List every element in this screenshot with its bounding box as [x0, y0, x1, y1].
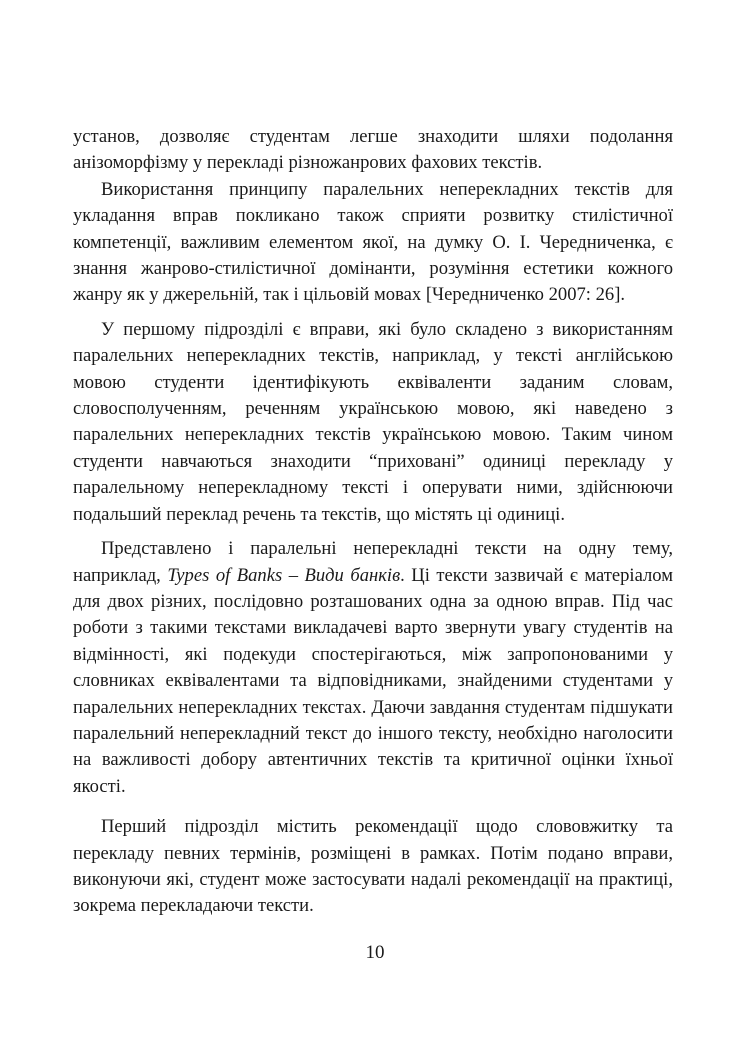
- italic-example-title: Types of Banks – Види банків: [167, 564, 401, 586]
- paragraph-3: У першому підрозділі є вправи, які було складено з використанням паралельних неперекладних текстів, наприклад, у тексті англійською мовою студенти ідентифікують еквіваленти заданим словам, словосполученням, реченням українською мовою, які наведено з паралельних неперекладних текстів українською мовою. Таким чином студенти навчаються знаходити “приховані” одиниці перекладу у паралельному неперекладному тексті і оперувати ними, здійснюючи подальший переклад речень та текстів, що містять ці одиниці.: [73, 318, 673, 525]
- paragraph-1: установ, дозволяє студентам легше знаходити шляхи подолання анізоморфізму у перекладі різножанрових фахових текстів.: [73, 126, 673, 174]
- document-body: [73, 124, 673, 920]
- paragraph-2: Використання принципу паралельних неперекладних текстів для укладання вправ покликано також сприяти розвитку стилістичної компетенції, важливим елементом якої, на думку О. І. Чередниченка, є знання жанрово-стилістичної домінанти, розуміння естетики кожного жанру як у джерельній, так і цільовій мовах [Чередниченко 2007: 26].: [73, 178, 673, 306]
- paragraph-4-text-after: . Ці тексти зазвичай є матеріалом для двох різних, послідовно розташованих одна за одною вправ. Під час роботи з такими текстами викладачеві варто звернути увагу студентів на відмінності, які подекуди спостерігаються, між запропонованими у словниках еквівалентами та відповідниками, знайденими студентами у паралельних неперекладних текстах. Даючи завдання студентам підшукати паралельний неперекладний текст до іншого тексту, необхідно наголосити на важливості добору автентичних текстів та критичної оцінки їхньої якості.: [73, 564, 673, 797]
- paragraph-4: [73, 536, 673, 800]
- page-number: 10: [365, 942, 385, 963]
- paragraph-4-text-before: Представлено і паралельні неперекладні тексти на одну тему, наприклад,: [73, 538, 673, 586]
- paragraph-5: Перший підрозділ містить рекомендації щодо слововжитку та перекладу певних термінів, розміщені в рамках. Потім подано вправи, виконуючи які, студент може застосувати надалі рекомендації на практиці, зокрема перекладаючи тексти.: [73, 816, 673, 917]
